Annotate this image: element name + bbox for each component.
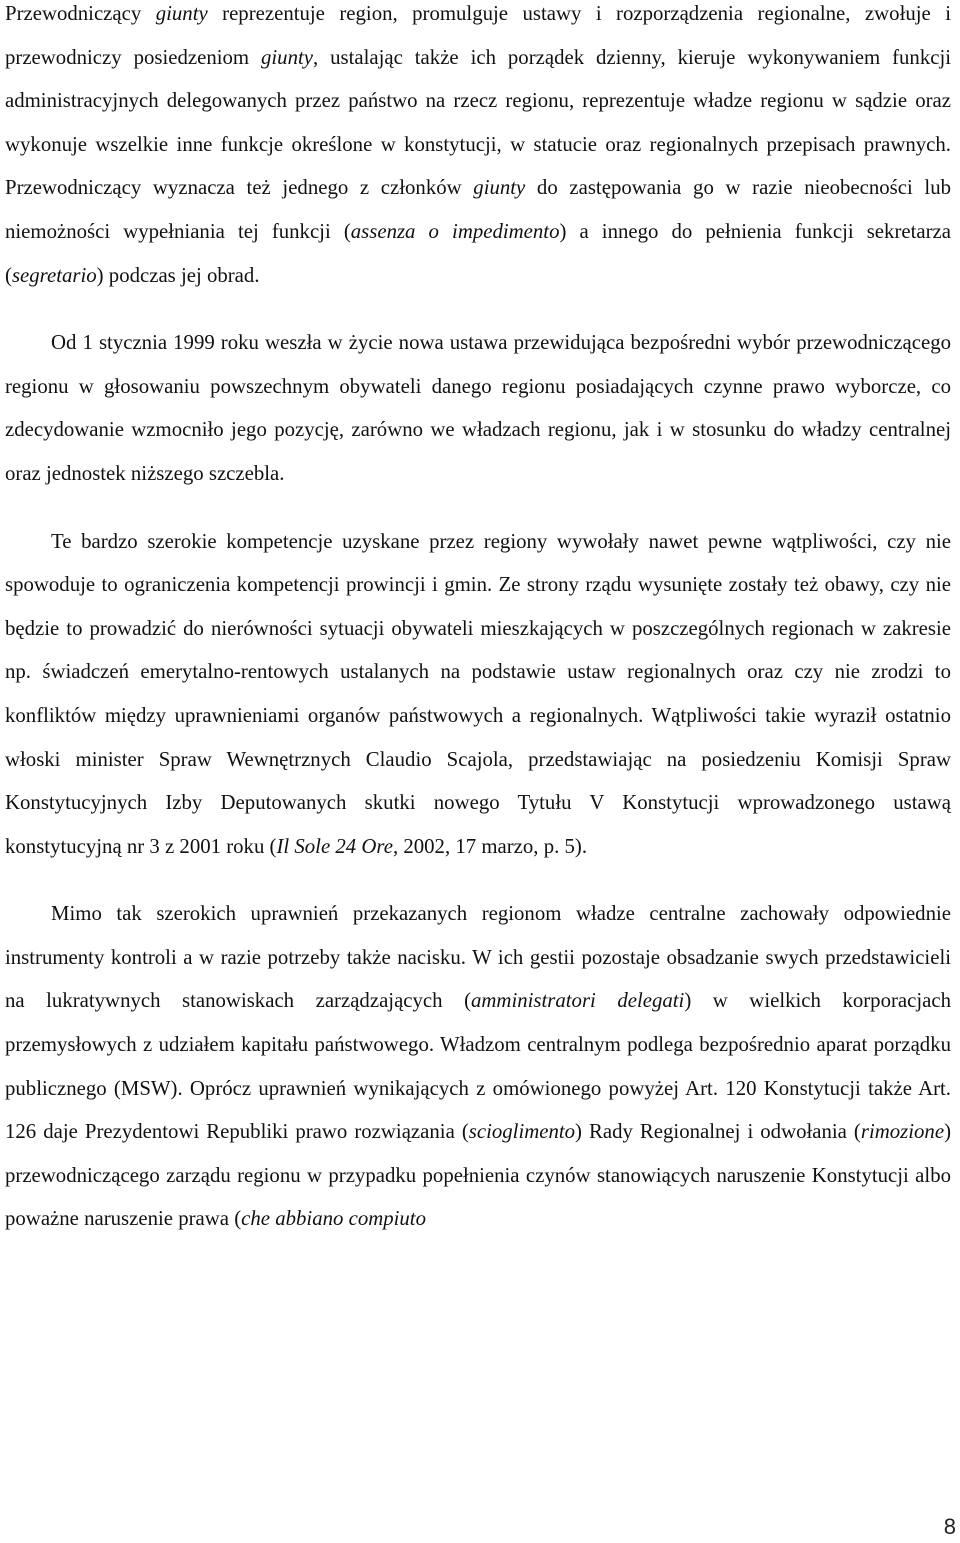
- italic-term: scioglimento: [468, 1120, 576, 1144]
- italic-term: giunty: [473, 176, 526, 200]
- page-number: 8: [943, 1514, 956, 1539]
- paragraph-spacer: [5, 496, 951, 520]
- document-page: [5, 0, 951, 1241]
- paragraph-1: [5, 0, 951, 297]
- italic-term: giunty: [261, 45, 313, 69]
- italic-term: che abbiano compiuto: [241, 1207, 426, 1231]
- paragraph-text: ) Rady Regionalnej i odwołania (: [575, 1120, 861, 1144]
- italic-term: segretario: [11, 263, 97, 287]
- paragraph-text: Mimo tak szerokich uprawnień przekazanych regionom władze centralne zachowały odpowiednie instrumenty kontroli a w razie potrzeby także nacisku. W ich gestii pozostaje obsadzanie swych przedstawicieli na lukratywnych stanowiskach zarządzających (: [5, 902, 951, 1013]
- paragraph-spacer: [5, 868, 951, 892]
- paragraph-text: , ustalając także ich porządek dzienny, kieruje wykonywaniem funkcji administracyjnych delegowanych przez państwo na rzecz regionu, reprezentuje władze regionu w sądzie oraz wykonuje wszelkie inne funkcje określone w konstytucji, w statucie oraz regionalnych przepisach prawnych. Przewodniczący wyznacza też jednego z członków: [5, 45, 951, 200]
- paragraph-3: [5, 520, 951, 869]
- italic-term: assenza o impedimento: [350, 219, 560, 243]
- paragraph-text: do zastępowania go w razie nieobecności lub niemożności wypełniania tej funkcji (: [5, 176, 951, 243]
- paragraph-text: Te bardzo szerokie kompetencje uzyskane przez regiony wywołały nawet pewne wątpliwości, czy nie spowoduje to ograniczenia kompetencji prowincji i gmin. Ze strony rządu wysunięte zostały też obawy, czy nie będzie to prowadzić do nierówności sytuacji obywateli mieszkających w poszczególnych regionach w zakresie np. świadczeń emerytalno-rentowych ustalanych na podstawie ustaw regionalnych oraz czy nie zrodzi to konfliktów między uprawnieniami organów państwowych a regionalnych. Wątpliwości takie wyraził ostatnio włoski minister Spraw Wewnętrznych Claudio Scajola, przedstawiając na posiedzeniu Komisji Spraw Konstytucyjnych Izby Deputowanych skutki nowego Tytułu V Konstytucji wprowadzonego ustawą konstytucyjną nr 3 z 2001 roku (: [5, 529, 951, 858]
- paragraph-text: Od 1 stycznia 1999 roku weszła w życie nowa ustawa przewidująca bezpośredni wybór przewodniczącego regionu w głosowaniu powszechnym obywateli danego regionu posiadających czynne prawo wyborcze, co zdecydowanie wzmocniło jego pozycję, zarówno we władzach regionu, jak i w stosunku do władzy centralnej oraz jednostek niższego szczebla.: [5, 331, 951, 485]
- paragraph-spacer: [5, 297, 951, 321]
- italic-term: giunty: [155, 2, 208, 25]
- paragraph-2: [5, 321, 951, 495]
- paragraph-text: ) podczas jej obrad.: [96, 263, 260, 287]
- italic-term: amministratori delegati: [471, 989, 685, 1013]
- paragraph-text: reprezentuje region, promulguje ustawy i rozporządzenia regionalne, zwołuje i przewodniczy posiedzeniom: [5, 2, 951, 69]
- paragraph-text: ) a innego do pełnienia funkcji sekretarza (: [5, 219, 951, 287]
- italic-term: rimozione: [860, 1120, 945, 1144]
- paragraph-text: Przewodniczący: [5, 2, 156, 25]
- paragraph-text: ) w wielkich korporacjach przemysłowych z udziałem kapitału państwowego. Władzom centralnym podlega bezpośrednio aparat porządku publicznego (MSW). Oprócz uprawnień wynikających z omówionego powyżej Art. 120 Konstytucji także Art. 126 daje Prezydentowi Republiki prawo rozwiązania (: [5, 989, 951, 1144]
- paragraph-text: , 2002, 17 marzo, p. 5).: [392, 834, 588, 858]
- paragraph-text: ) przewodniczącego zarządu regionu w przypadku popełnienia czynów stanowiących naruszenie Konstytucji albo poważne naruszenie prawa (: [5, 1120, 951, 1231]
- paragraph-4: [5, 892, 951, 1241]
- italic-term: Il Sole 24 Ore: [276, 834, 393, 858]
